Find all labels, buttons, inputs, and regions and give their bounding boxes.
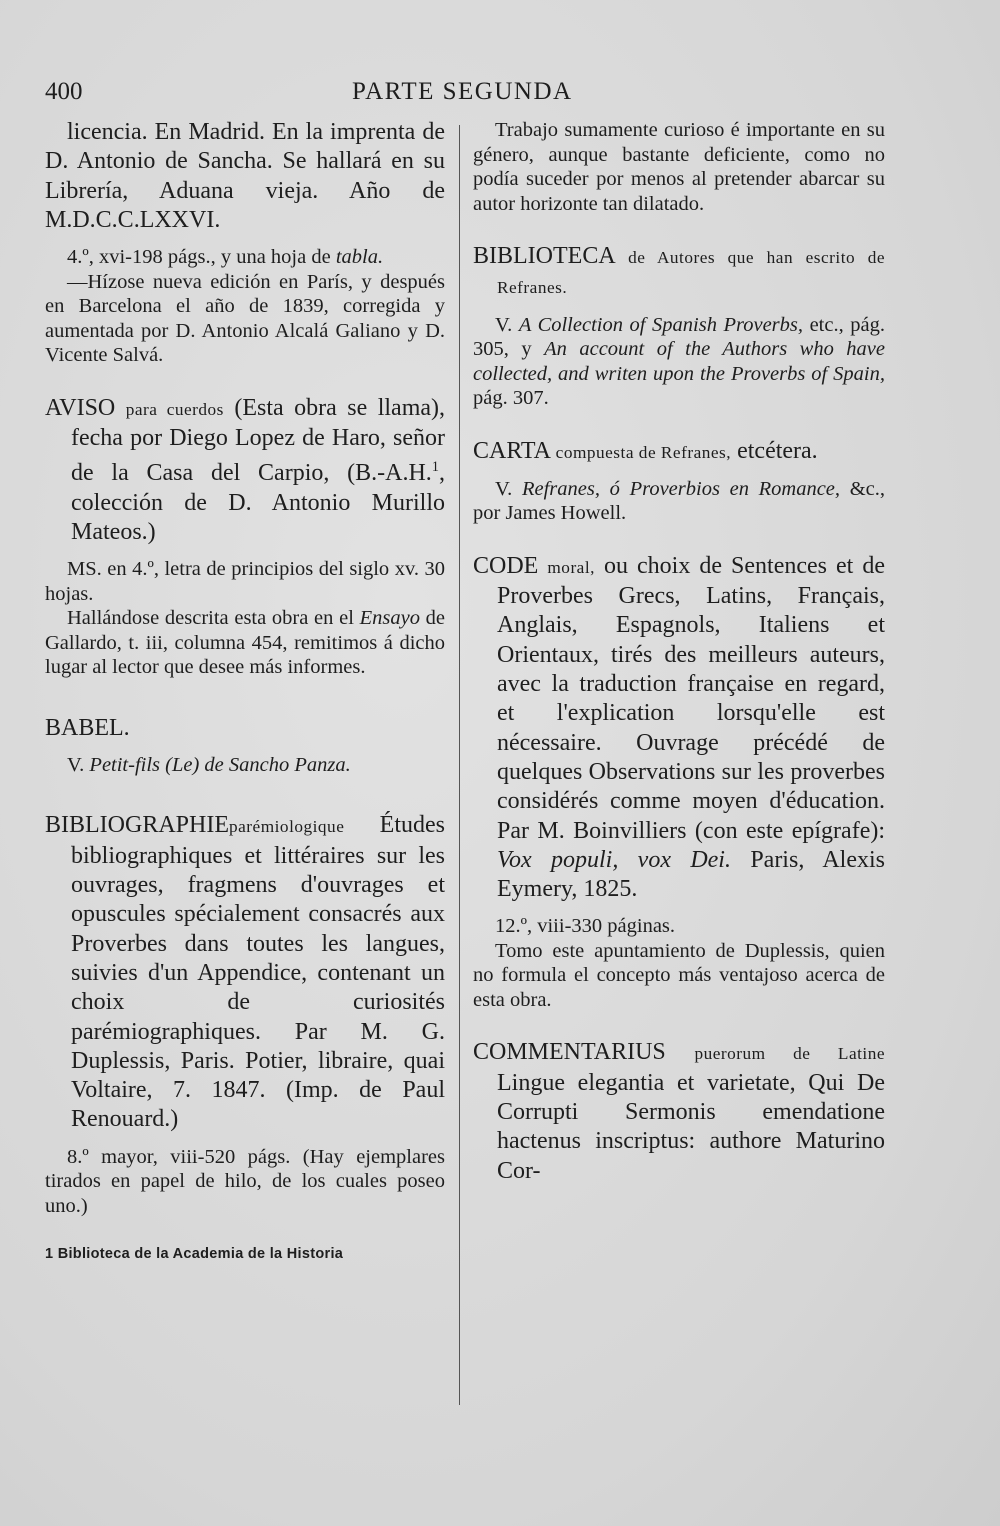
heading-text: , colección de D. Antonio Murillo Mateos.) <box>71 460 445 545</box>
heading-smallcaps: moral, <box>547 557 595 577</box>
see-label: V. <box>495 313 513 336</box>
note-text: Hallándose descrita esta obra en el <box>67 607 354 630</box>
entry-heading <box>473 242 885 303</box>
see-target: A Collection of Spanish Proverbs, <box>518 313 804 336</box>
heading-word: AVISO <box>45 394 116 421</box>
heading-text: Lingue elegantia et varietate, Qui De Corrupti Sermonis emendatione hactenus inscriptus: authore Maturino Cor- <box>497 1069 885 1184</box>
entry-heading <box>473 1038 885 1185</box>
see-target: Refranes, ó Proverbios en Romance, <box>521 477 841 500</box>
heading-text: Études bibliographiques et littéraires sur les ouvrages, fragmens d'ouvrages et opuscules spécialement consacrés aux Proverbes dans toutes les langues, suivies d'un Appendice, contenant un choix de curiosités parémiographiques. Par M. G. Duplessis, Paris. Potier, libraire, quai Voltaire, 7. 1847. (Imp. de Paul Renouard.) <box>71 812 445 1133</box>
footnote-ref: 1 <box>431 459 439 476</box>
note-text: 4.º, xvi-198 págs., y una hoja de <box>67 246 331 269</box>
page-header <box>45 78 885 112</box>
heading-smallcaps: para cuerdos <box>125 399 224 419</box>
entry-note: Trabajo sumamente curioso é importante en su género, aunque bastante deficiente, como no podía suceder por menos al pretender abarcar su autor horizonte tan dilatado. <box>473 119 885 215</box>
heading-smallcaps: parémiologique <box>229 817 345 837</box>
heading-italic: Vox populi, vox Dei. <box>497 846 731 873</box>
heading-smallcaps: compuesta de Refranes, <box>555 442 732 462</box>
left-column <box>45 118 445 1277</box>
note-text: de Gallardo, t. iii, columna 454, remitimos á dicho lugar al lector que desee más informes. <box>45 607 446 679</box>
heading-text: etcétera. <box>737 437 818 464</box>
entry-note: —Hízose nueva edición en París, y después en Barcelona el año de 1839, corregida y aumentada por D. Antonio Alcalá Galiano y D. Vicente Salvá. <box>45 270 445 367</box>
see-text: &c., por James Howell. <box>473 477 886 525</box>
heading-text: (Esta obra se llama), fecha por Diego Lopez de Haro, señor de la Casa del Carpio, (B.-A.H. <box>71 394 446 487</box>
column-divider <box>459 125 460 1405</box>
entry-heading <box>473 437 885 467</box>
heading-smallcaps: puerorum de Latine <box>694 1044 886 1064</box>
see-label: V. <box>67 753 85 776</box>
entry-note: 12.º, viii-330 páginas. <box>495 915 676 938</box>
page-number: 400 <box>45 78 83 105</box>
heading-smallcaps: de Autores que han escrito de Refranes. <box>497 248 885 298</box>
heading-text: Paris, Alexis Eymery, 1825. <box>497 846 885 903</box>
see-reference <box>473 313 885 411</box>
see-target: Petit-fils (Le) de Sancho Panza. <box>89 753 351 776</box>
see-reference <box>45 753 445 778</box>
entry-heading <box>473 552 885 905</box>
entry-continuation: licencia. En Madrid. En la imprenta de D. Antonio de Sancha. Se hallará en su Librería, Aduana vieja. Año de M.D.C.C.LXXVI. <box>45 119 445 233</box>
entry-heading <box>45 811 445 1134</box>
entry-note: 8.º mayor, viii-520 págs. (Hay ejemplares tirados en papel de hilo, de los cuales poseo uno.) <box>45 1145 445 1217</box>
heading-word: CODE <box>473 552 539 579</box>
entry-note: MS. en 4.º, letra de principios del siglo xv. 30 hojas. <box>45 558 445 605</box>
see-reference <box>473 477 885 526</box>
running-title: PARTE SEGUNDA <box>352 78 573 105</box>
footnote: 1 Biblioteca de la Academia de la Historia <box>45 1246 344 1263</box>
heading-word: CARTA <box>473 437 550 464</box>
entry-note <box>45 245 445 270</box>
see-text: pág. 307. <box>473 387 549 410</box>
entry-heading: BABEL. <box>45 714 130 741</box>
heading-word: BIBLIOGRAPHIE <box>45 812 229 839</box>
note-italic: Ensayo <box>359 607 420 630</box>
note-italic: tabla. <box>335 246 384 269</box>
see-target: An account of the Authors who have collected, and writen upon the Proverbs of Spain, <box>473 338 886 385</box>
heading-word: COMMENTARIUS <box>473 1039 666 1066</box>
entry-note <box>45 606 445 680</box>
entry-note: Tomo este apuntamiento de Duplessis, quien no formula el concepto más ventajoso acerca de esta obra. <box>473 939 885 1011</box>
heading-word: BIBLIOTECA <box>473 243 615 269</box>
entry-heading <box>45 394 445 547</box>
heading-text: ou choix de Sentences et de Proverbes Grecs, Latins, Français, Anglais, Espagnols, Italiens et Orientaux, tirés des meilleurs auteurs, avec la traduction française en regard, et l'explication lorsqu'elle est nécessaire. Ouvrage précédé de quelques Observations sur les proverbes considérés comme moyen d'éducation. Par M. Boinvilliers (con este epígrafe): <box>497 552 886 844</box>
see-label: V. <box>495 477 513 500</box>
see-text: etc., pág. 305, y <box>473 313 885 361</box>
right-column <box>473 118 885 1186</box>
